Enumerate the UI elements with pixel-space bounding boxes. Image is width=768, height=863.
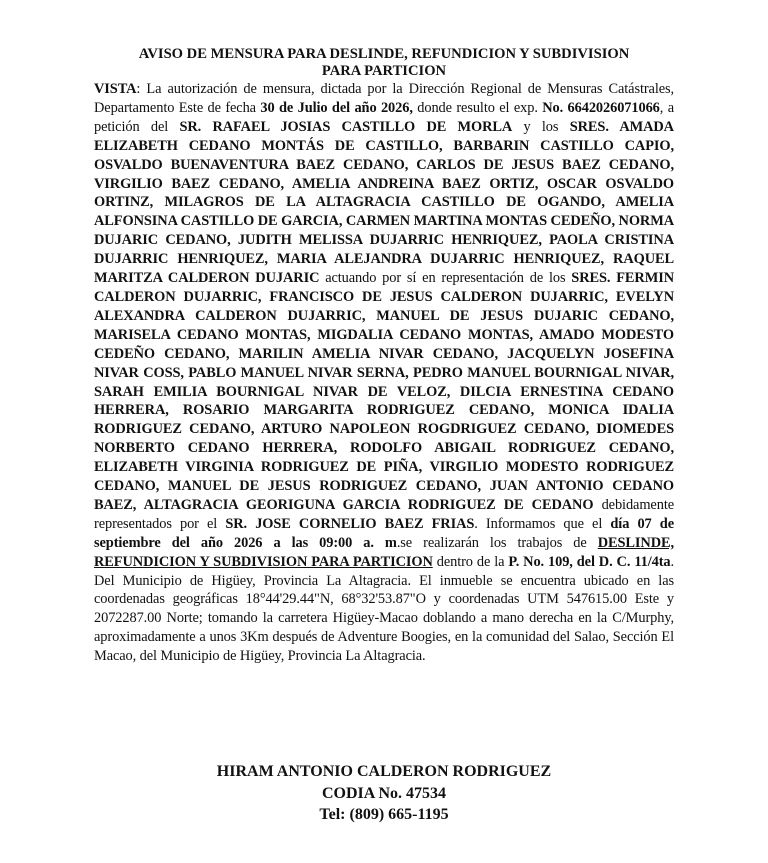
signature-name: HIRAM ANTONIO CALDERON RODRIGUEZ — [216, 763, 552, 780]
notice-body — [94, 80, 674, 666]
body-text-9: dentro de la — [432, 553, 509, 570]
vista-label: VISTA — [94, 81, 137, 97]
owners-group-1: SRES. AMADA ELIZABETH CEDANO MONTÁS DE CASTILLO, BARBARIN CASTILLO CAPIO, OSVALDO BUENAVENTURA BAEZ CEDANO, CARLOS DE JESUS BAEZ CEDANO, VIRGILIO BAEZ CEDANO, AMELIA ANDREINA BAEZ ORTIZ, OSCAR OSVALDO ORTINZ, MILAGROS DE LA ALTAGRACIA CASTILLO DE OGANDO, AMELIA ALFONSINA CASTILLO DE GARCIA, CARMEN MARTINA MONTAS CEDEÑO, NORMA DUJARIC CEDANO, JUDITH MELISSA DUJARRIC HENRIQUEZ, PAOLA CRISTINA DUJARRIC HENRIQUEZ, MARIA ALEJANDRA DUJARRIC HENRIQUEZ, RAQUEL MARITZA CALDERON DUJARIC — [94, 118, 674, 287]
notice-title-line-2: PARA PARTICION — [321, 63, 447, 79]
signature-block — [94, 761, 674, 826]
notice-title — [94, 46, 674, 80]
body-text-10: . Del Municipio de Higüey, Provincia La Altagracia. El inmueble se encuentra ubicado en las coordenadas geográficas 18°44'29.44"N, 68°32'53.87"O y coordenadas UTM 547615.00 Este y 2072287.00 Norte; tomando la carretera Higüey-Macao doblando a mano derecha en la C/Murphy, aproximadamente a unos 3Km después de Adventure Boogies, en la comunidad del Salao, Sección El Macao, del Municipio de Higüey, Provincia La Altagracia. — [94, 553, 674, 665]
notice-title-line-1: AVISO DE MENSURA PARA DESLINDE, REFUNDICION Y SUBDIVISION — [138, 46, 630, 62]
body-text-5: actuando por sí en representación de los — [319, 270, 572, 287]
work-date: día 07 de septiembre del año 2026 a las 09:00 a. m — [94, 515, 674, 551]
notice-document — [94, 46, 674, 666]
parcel-reference: P. No. 109, del D. C. 11/4ta — [508, 553, 671, 570]
signature-phone: Tel: (809) 665-1195 — [319, 806, 449, 823]
body-text-6: debidamente representados por el — [94, 496, 675, 532]
petitioner-name: SR. RAFAEL JOSIAS CASTILLO DE MORLA — [179, 118, 513, 135]
representative-name: SR. JOSE CORNELIO BAEZ FRIAS — [225, 515, 475, 532]
body-text-3: , a petición del — [94, 99, 674, 135]
signature-codia: CODIA No. 47534 — [321, 784, 446, 802]
body-text-2: donde resulto el exp. — [412, 99, 543, 116]
body-text-7: . Informamos que el — [474, 515, 611, 532]
expedient-number: No. 6642026071066 — [542, 99, 660, 116]
owners-group-2: SRES. FERMIN CALDERON DUJARRIC, FRANCISCO DE JESUS CALDERON DUJARRIC, EVELYN ALEXANDRA CALDERON DUJARRIC, MANUEL DE JESUS DUJARIC CEDANO, MARISELA CEDANO MONTAS, MIGDALIA CEDANO MONTAS, AMADO MODESTO CEDEÑO CEDANO, MARILIN AMELIA NIVAR CEDANO, JACQUELYN JOSEFINA NIVAR COSS, PABLO MANUEL NIVAR SERNA, PEDRO MANUEL BOURNIGAL NIVAR, SARAH EMILIA BOURNIGAL NIVAR DE VELOZ, DILCIA ERNESTINA CEDANO HERRERA, ROSARIO MARGARITA RODRIGUEZ CEDANO, MONICA IDALIA RODRIGUEZ CEDANO, ARTURO NAPOLEON ROGDRIGUEZ CEDANO, DIOMEDES NORBERTO CEDANO HERRERA, RODOLFO ABIGAIL RODRIGUEZ CEDANO, ELIZABETH VIRGINIA RODRIGUEZ DE PIÑA, VIRGILIO MODESTO RODRIGUEZ CEDANO, MANUEL DE JESUS RODRIGUEZ CEDANO, JUAN ANTONIO CEDANO BAEZ, ALTAGRACIA GEORIGUNA GARCIA RODRIGUEZ DE CEDANO — [94, 270, 674, 513]
works-description-underlined: DESLINDE, REFUNDICION Y SUBDIVISION PARA PARTICION — [94, 534, 674, 570]
body-text-8: .se realizarán los trabajos de — [396, 534, 598, 551]
authorization-date: 30 de Julio del año 2026, — [260, 99, 413, 116]
body-text-4: y los — [512, 118, 570, 135]
body-text-1: : La autorización de mensura, dictada por la Dirección Regional de Mensuras Catástrales, Departamento Este de fecha — [94, 81, 674, 116]
